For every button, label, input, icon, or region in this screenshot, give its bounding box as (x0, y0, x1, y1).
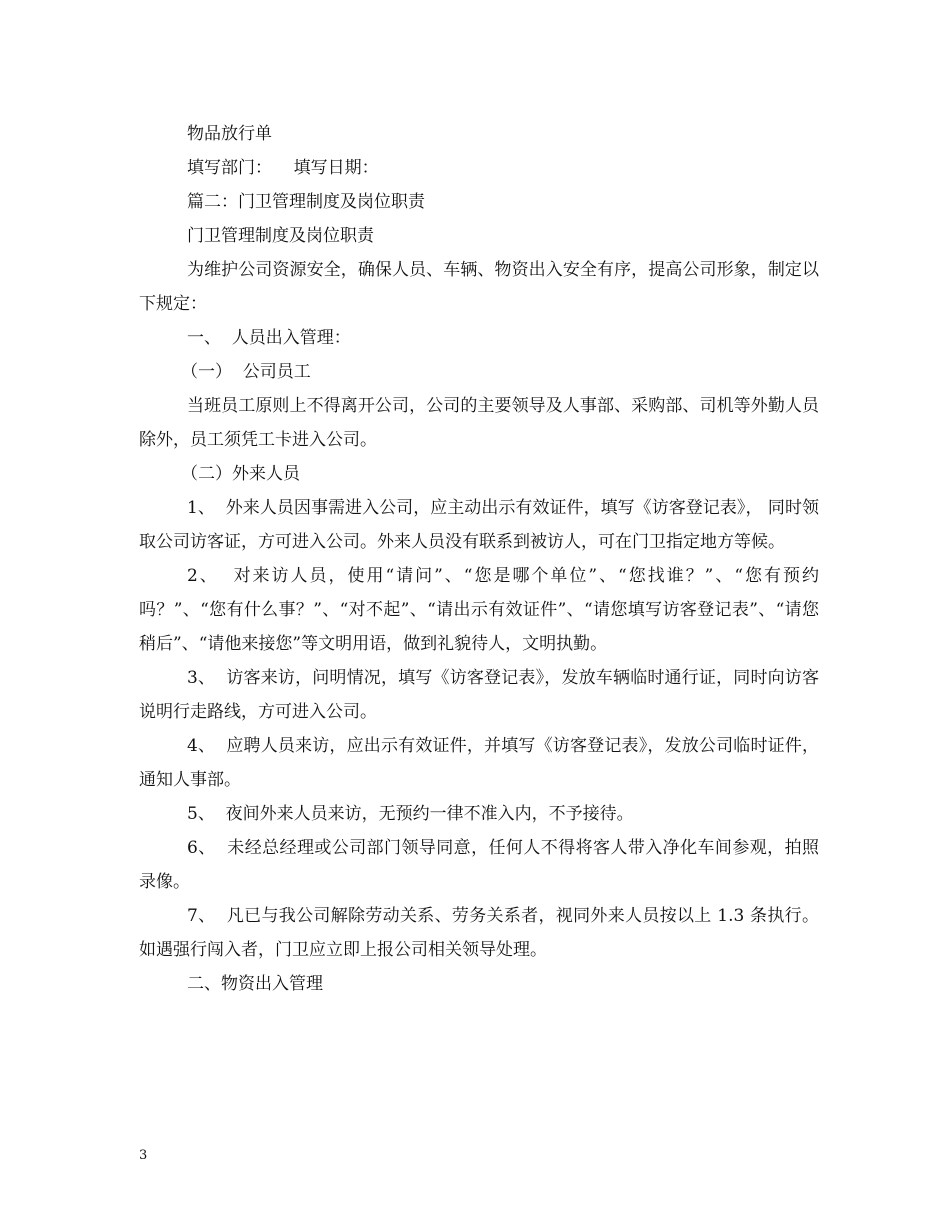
paragraph-fill-fields: 填写部门： 填写日期： (187, 158, 379, 178)
paragraph-visitor-rule-5: 5、 夜间外来人员来访，无预约一律不准入内，不予接待。 (187, 804, 634, 824)
paragraph-intro: 为维护公司资源安全，确保人员、车辆、物资出入安全有序，提高公司形象，制定以下规定： (139, 260, 819, 314)
paragraph-heading-personnel: 一、 人员出入管理： (187, 328, 351, 348)
paragraph-heading-materials: 二、物资出入管理 (187, 974, 323, 994)
paragraph-visitor-rule-2: 2、 对来访人员，使用“请问”、“您是哪个单位”、“您找谁？”、“您有预约吗？”、“您有什么事？”、“对不起”、“请出示有效证件”、“请您填写访客登记表”、“请您稍后”、“请他来接您”等文明用语，做到礼貌待人，文明执勤。 (139, 566, 819, 654)
paragraph-document-title: 门卫管理制度及岗位职责 (187, 226, 374, 246)
paragraph-visitor-rule-4: 4、 应聘人员来访，应出示有效证件，并填写《访客登记表》，发放公司临时证件，通知人事部。 (139, 736, 819, 790)
paragraph-subheading-employees: （一） 公司员工 (181, 362, 311, 382)
page-number: 3 (139, 1148, 148, 1163)
paragraph-item-release-form: 物品放行单 (187, 124, 272, 144)
paragraph-visitor-rule-1: 1、 外来人员因事需进入公司，应主动出示有效证件，填写《访客登记表》， 同时领取公司访客证，方可进入公司。外来人员没有联系到被访人，可在门卫指定地方等候。 (139, 498, 819, 552)
document-body (139, 117, 819, 1001)
paragraph-visitor-rule-7: 7、 凡已与我公司解除劳动关系、劳务关系者，视同外来人员按以上 1.3 条执行。如遇强行闯入者，门卫应立即上报公司相关领导处理。 (139, 906, 819, 960)
paragraph-visitor-rule-6: 6、 未经总经理或公司部门领导同意，任何人不得将客人带入净化车间参观，拍照录像。 (139, 838, 819, 892)
paragraph-subheading-visitors: （二）外来人员 (181, 464, 300, 484)
paragraph-employees-rule: 当班员工原则上不得离开公司，公司的主要领导及人事部、采购部、司机等外勤人员除外，员工须凭工卡进入公司。 (139, 396, 819, 450)
paragraph-visitor-rule-3: 3、 访客来访，问明情况，填写《访客登记表》，发放车辆临时通行证，同时向访客说明行走路线，方可进入公司。 (139, 668, 819, 722)
paragraph-section-two-title: 篇二：门卫管理制度及岗位职责 (187, 192, 425, 212)
